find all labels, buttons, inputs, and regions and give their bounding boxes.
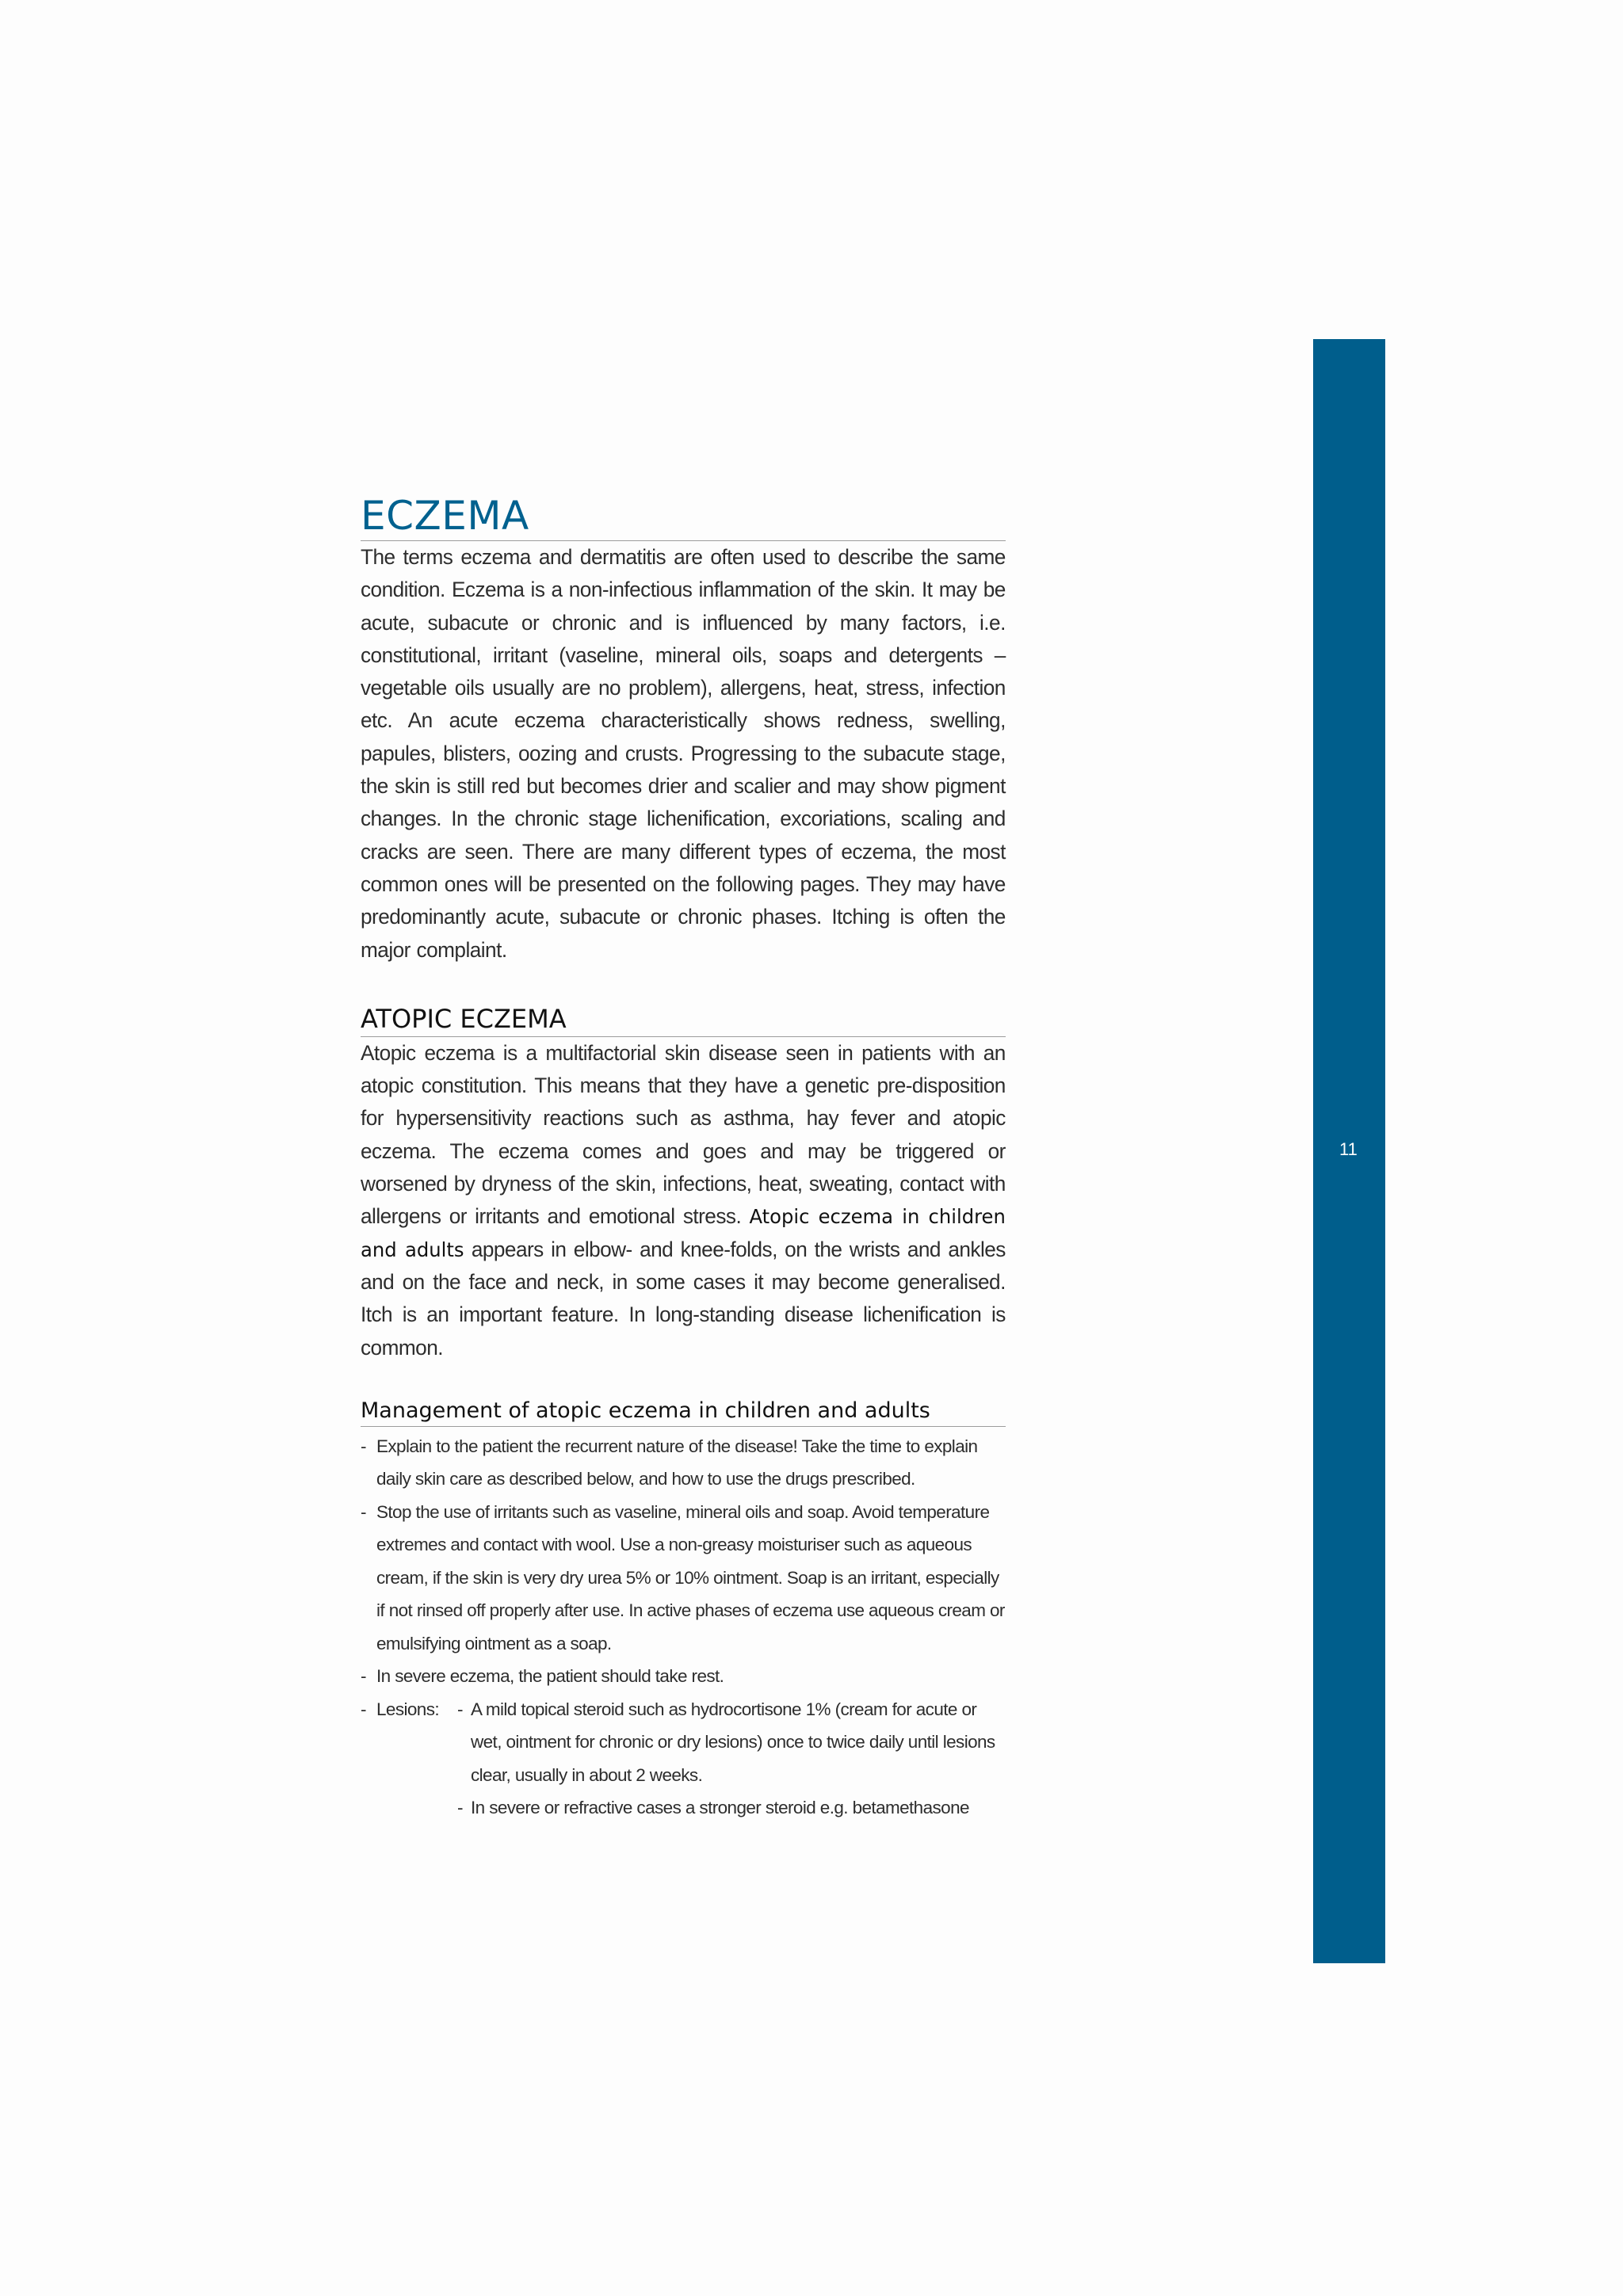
eczema-body: The terms eczema and dermatitis are often used to describe the same condition. Eczema is a non-infectious inflammation of the skin. It may be acute, subacute or chronic and is influenced by many factors, i.e. constitutional, irritant (vaseline, mineral oils, soaps and detergents – vegetable oils usually are no problem), allergens, heat, stress, infection etc. An acute eczema characteristically shows redness, swelling, papules, blisters, oozing and crusts. Progressing to the subacute stage, the skin is still red but becomes drier and scalier and may show pigment changes. In the chronic stage lichenification, excoriations, scaling and cracks are seen. There are many different types of eczema, the most common ones will be presented on the following pages. They may have predominantly acute, subacute or chronic phases. Itching is often the major complaint.: [361, 545, 1006, 962]
lesions-label: - Lesions:: [376, 1699, 440, 1719]
section-title-eczema: ECZEMA: [361, 491, 1006, 541]
page-content: [361, 491, 1006, 1825]
atopic-emphasis: Atopic eczema in children and adults: [361, 1205, 1006, 1261]
management-list: [361, 1430, 1006, 1825]
lesion-item: - In severe or refractive cases a stronger steroid e.g. betamethasone: [457, 1791, 1006, 1825]
lesion-item: - A mild topical steroid such as hydrocortisone 1% (cream for acute or wet, ointment for chronic or dry lesions) once to twice daily until lesions clear, usually in about 2 weeks.: [457, 1693, 1006, 1792]
lesions-items: [457, 1693, 1006, 1825]
atopic-body-part2: appears in elbow- and knee-folds, on the wrists and ankles and on the face and neck, in some cases it may become generalised. Itch is an important feature. In long-standing disease lichenification is common.: [361, 1237, 1006, 1360]
list-item: - Stop the use of irritants such as vaseline, mineral oils and soap. Avoid temperature extremes and contact with wool. Use a non-greasy moisturiser such as aqueous cream, if the skin is very dry urea 5% or 10% ointment. Soap is an irritant, especially if not rinsed off properly after use. In active phases of eczema use aqueous cream or emulsifying ointment as a soap.: [361, 1496, 1006, 1661]
list-item: - In severe eczema, the patient should take rest.: [361, 1660, 1006, 1693]
page-number: 11: [1339, 1139, 1358, 1159]
atopic-eczema-body: [361, 1037, 1006, 1364]
atopic-body-part1: Atopic eczema is a multifactorial skin disease seen in patients with an atopic constitution. This means that they have a genetic pre-disposition for hypersensitivity reactions such as asthma, hay fever and atopic eczema. The eczema comes and goes and may be triggered or worsened by dryness of the skin, infections, heat, sweating, contact with allergens or irritants and emotional stress.: [361, 1040, 1006, 1229]
list-item-lesions: [361, 1693, 1006, 1825]
lesions-row: [376, 1693, 1006, 1825]
section-title-management: Management of atopic eczema in children and adults: [361, 1396, 1006, 1427]
section-title-atopic-eczema: ATOPIC ECZEMA: [361, 1001, 1006, 1037]
list-item: - Explain to the patient the recurrent nature of the disease! Take the time to explain daily skin care as described below, and how to use the drugs prescribed.: [361, 1430, 1006, 1496]
